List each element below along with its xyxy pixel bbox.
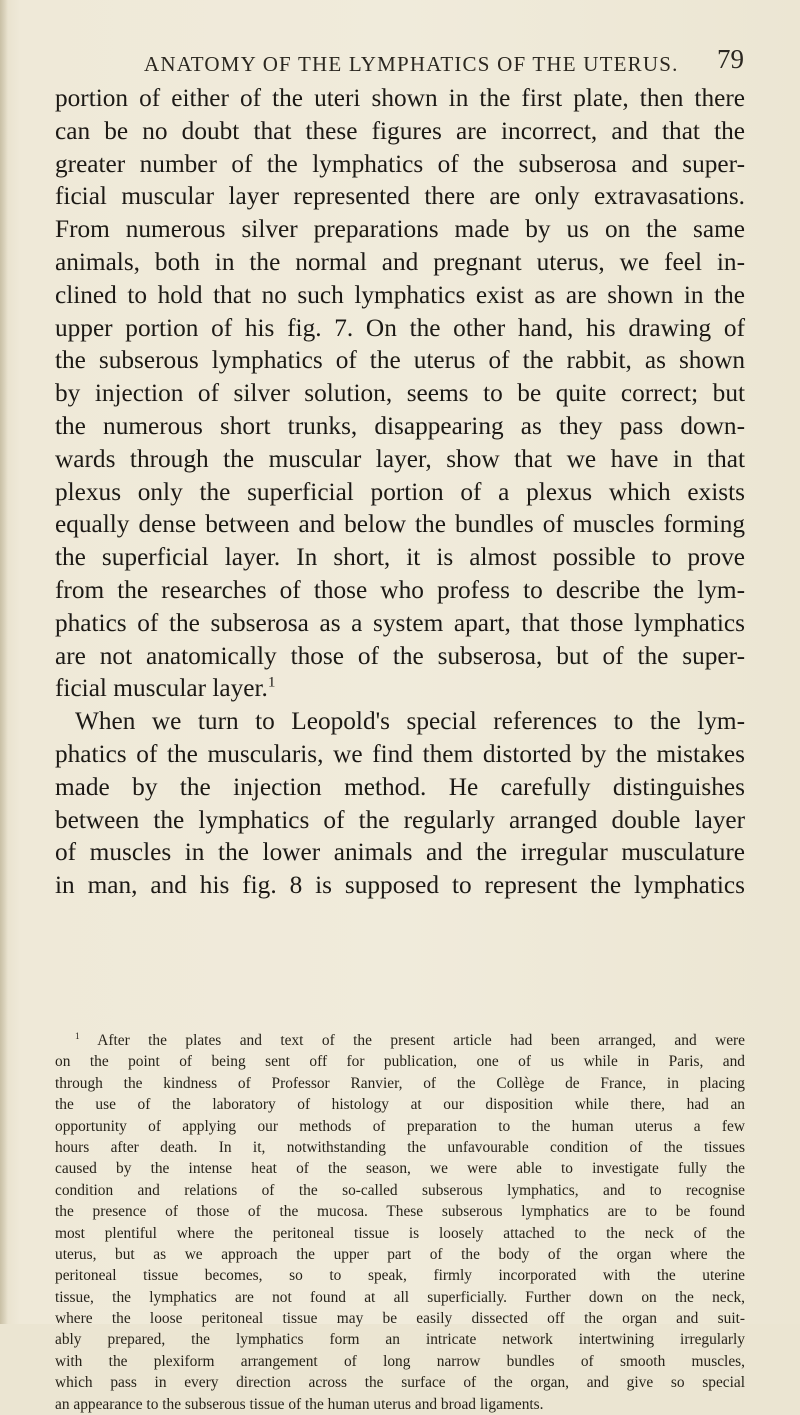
footnote-first-line (55, 1030, 745, 1051)
main-text (55, 82, 745, 902)
text-line: phatics of the muscularis, we find them distorted by the mistakes (55, 739, 745, 768)
text-line: of muscles in the lower animals and the irregular musculature (55, 838, 745, 867)
text-line: When we turn to Leopold's special references to the lym- (75, 707, 745, 736)
footnote-line: which pass in every direction across the surface of the organ, and give so special (55, 1374, 745, 1392)
running-head: ANATOMY OF THE LYMPHATICS OF THE UTERUS. (144, 52, 679, 76)
text-line: are not anatomically those of the subserosa, but of the super- (55, 641, 745, 670)
text-line: made by the injection method. He carefully distinguishes (55, 772, 745, 801)
text-line: in man, and his fig. 8 is supposed to represent the lymphatics (55, 871, 745, 900)
footnote-line: peritoneal tissue becomes, so to speak, firmly incorporated with the uterine (55, 1267, 745, 1285)
footnote-line: uterus, but as we approach the upper part of the body of the organ where the (55, 1245, 745, 1263)
text-line: ficial muscular layer represented there are only extravasations. (55, 182, 745, 211)
footnote-line: tissue, the lymphatics are not found at all superficially. Further down on the neck, (55, 1288, 745, 1306)
text-line: clined to hold that no such lymphatics exist as are shown in the (55, 280, 745, 309)
text-line: portion of either of the uteri shown in the first plate, then there (55, 84, 745, 112)
footnote-line: the presence of those of the mucosa. These subserous lymphatics are to be found (55, 1203, 745, 1221)
footnote-marker: 1 (75, 1030, 80, 1041)
footnote-reference: 1 (267, 673, 276, 691)
footnote-line: through the kindness of Professor Ranvier, of the Collège de France, in placing (55, 1074, 745, 1092)
text-line-content: ficial muscular layer. (55, 674, 268, 703)
text-line: plexus only the superficial portion of a plexus which exists (55, 477, 745, 506)
footnote-block (55, 1030, 745, 1415)
text-line: upper portion of his fig. 7. On the other hand, his drawing of (55, 313, 745, 342)
footnote-line: most plentiful where the peritoneal tissue is loosely attached to the neck of the (55, 1224, 745, 1242)
text-line: from the researches of those who profess to describe the lym- (55, 575, 745, 604)
text-line: animals, both in the normal and pregnant uterus, we feel in- (55, 247, 745, 276)
page-spine-shadow (0, 0, 8, 1324)
text-line: between the lymphatics of the regularly arranged double layer (55, 805, 745, 834)
text-line: by injection of silver solution, seems to be quite correct; but (55, 379, 745, 408)
text-line: the subserous lymphatics of the uterus of the rabbit, as shown (55, 346, 745, 375)
text-line: phatics of the subserosa as a system apart, that those lymphatics (55, 608, 745, 637)
footnote-line: ably prepared, the lymphatics form an intricate network intertwining irregularly (55, 1331, 745, 1349)
footnote-line: on the point of being sent off for publication, one of us while in Paris, and (55, 1053, 745, 1071)
text-line: equally dense between and below the bundles of muscles forming (55, 510, 745, 539)
footnote-line: condition and relations of the so-called subserous lymphatics, and to recognise (55, 1181, 745, 1199)
footnote-line: caused by the intense heat of the season, we were able to investigate fully the (55, 1160, 745, 1178)
text-line: the superficial layer. In short, it is almost possible to prove (55, 543, 745, 572)
footnote-line: hours after death. In it, notwithstanding the unfavourable condition of the tissues (55, 1138, 745, 1156)
text-line: greater number of the lymphatics of the subserosa and super- (55, 149, 745, 178)
footnote-line: opportunity of applying our methods of preparation to the human uterus a few (55, 1117, 745, 1135)
footnote-line-content: After the plates and text of the present article had been arranged, and were (97, 1032, 745, 1049)
page-header (54, 44, 744, 84)
text-line: can be no doubt that these figures are incorrect, and that the (55, 116, 745, 145)
text-line: the numerous short trunks, disappearing as they pass down- (55, 411, 745, 440)
text-line: From numerous silver preparations made by us on the same (55, 215, 745, 244)
page-number: 79 (717, 44, 744, 74)
footnote-line: where the loose peritoneal tissue may be easily dissected off the organ and suit- (55, 1310, 745, 1328)
text-line: wards through the muscular layer, show that we have in that (55, 444, 745, 473)
text-line-with-footnote-ref (55, 672, 745, 705)
footnote-line: the use of the laboratory of histology at our disposition while there, had an (55, 1096, 745, 1114)
footnote-line: an appearance to the subserous tissue of the human uterus and broad ligaments. (55, 1395, 544, 1413)
footnote-line: with the plexiform arrangement of long narrow bundles of smooth muscles, (55, 1352, 745, 1370)
